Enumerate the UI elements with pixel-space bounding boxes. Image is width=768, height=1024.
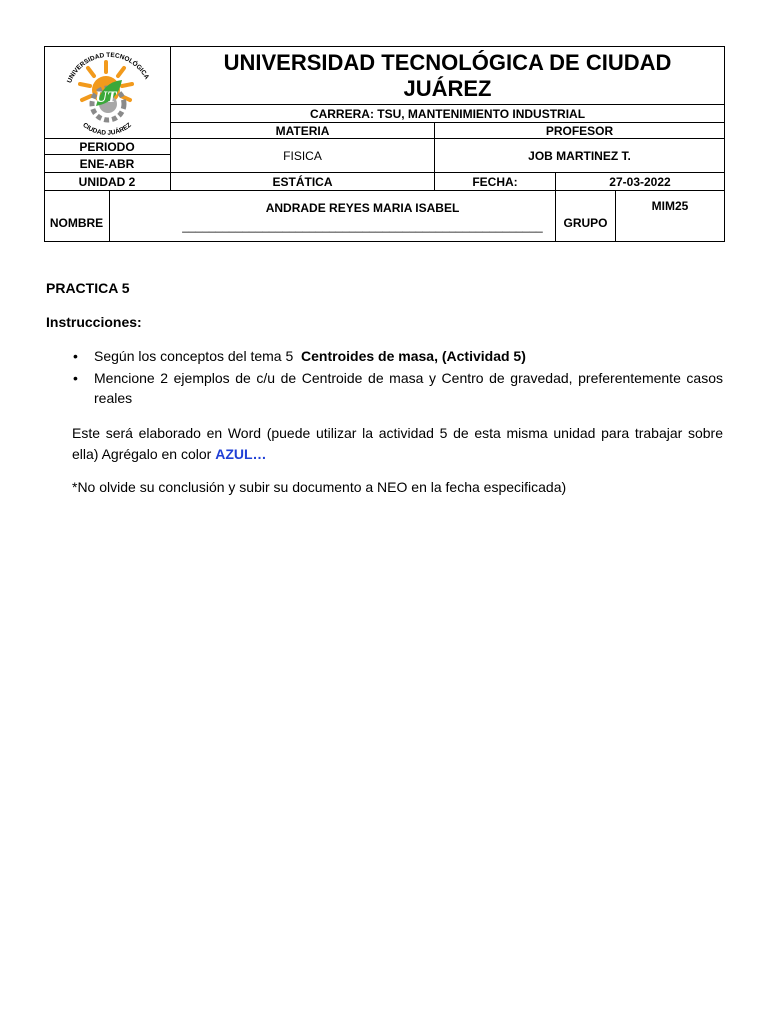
periodo-value: ENE-ABR	[79, 156, 135, 171]
instrucciones-heading: Instrucciones:	[46, 314, 142, 330]
fecha-label: FECHA:	[472, 174, 518, 189]
practica-heading: PRACTICA 5	[46, 280, 130, 296]
tema-value: ESTÁTICA	[272, 174, 333, 189]
logo-arc-bottom-text: CIUDAD JUÁREZ	[81, 121, 133, 137]
svg-text:CIUDAD JUÁREZ	[81, 122, 133, 137]
table-border-right	[724, 46, 725, 242]
bullet-icon: •	[73, 370, 78, 386]
university-logo-graphic	[44, 46, 170, 138]
col-rule-nombre	[109, 190, 110, 242]
logo-monogram: UT	[95, 89, 117, 106]
materia-value: FISICA	[283, 148, 322, 163]
instructions-list	[70, 346, 723, 410]
profesor-label: PROFESOR	[545, 123, 614, 138]
logo-arc-top-text: UNIVERSIDAD TECNOLÓGICA	[66, 51, 151, 85]
periodo-label: PERIODO	[79, 139, 135, 154]
bullet1-bold: Centroides de masa, (Actividad 5)	[301, 348, 526, 364]
azul-highlight: AZUL…	[215, 446, 267, 462]
materia-label: MATERIA	[275, 123, 330, 138]
grupo-label: GRUPO	[563, 216, 608, 230]
nombre-underline: ______________________________________________________	[182, 219, 543, 233]
bullet-icon: •	[73, 348, 78, 364]
career-label: CARRERA: TSU, MANTENIMIENTO INDUSTRIAL	[309, 106, 586, 121]
word-instructions-paragraph	[72, 423, 723, 465]
table-border-bottom	[44, 241, 725, 242]
list-item	[70, 346, 723, 366]
rule-under-unidad	[44, 190, 724, 191]
header-table	[44, 46, 724, 241]
university-title-line1: UNIVERSIDAD TECNOLÓGICA DE CIUDAD	[223, 50, 672, 75]
nombre-value: ANDRADE REYES MARIA ISABEL	[265, 201, 460, 215]
university-logo	[44, 46, 170, 138]
fecha-value: 27-03-2022	[609, 174, 671, 189]
university-title-line2: JUÁREZ	[403, 76, 492, 101]
bullet2-text: Mencione 2 ejemplos de c/u de Centroide de masa y Centro de gravedad, preferentemente casos reales	[94, 370, 723, 406]
grupo-value: MIM25	[651, 199, 689, 213]
para1-text: Este será elaborado en Word (puede utilizar la actividad 5 de esta misma unidad para trabajar sobre ella) Agrégalo en color	[72, 425, 723, 462]
profesor-value: JOB MARTINEZ T.	[528, 148, 631, 163]
bullet1-text: Según los conceptos del tema 5	[94, 348, 294, 364]
nombre-label: NOMBRE	[49, 216, 104, 230]
university-title	[171, 48, 724, 104]
list-item	[70, 368, 723, 408]
unidad-label: UNIDAD 2	[78, 174, 136, 189]
conclusion-note: *No olvide su conclusión y subir su documento a NEO en la fecha especificada)	[72, 479, 567, 495]
